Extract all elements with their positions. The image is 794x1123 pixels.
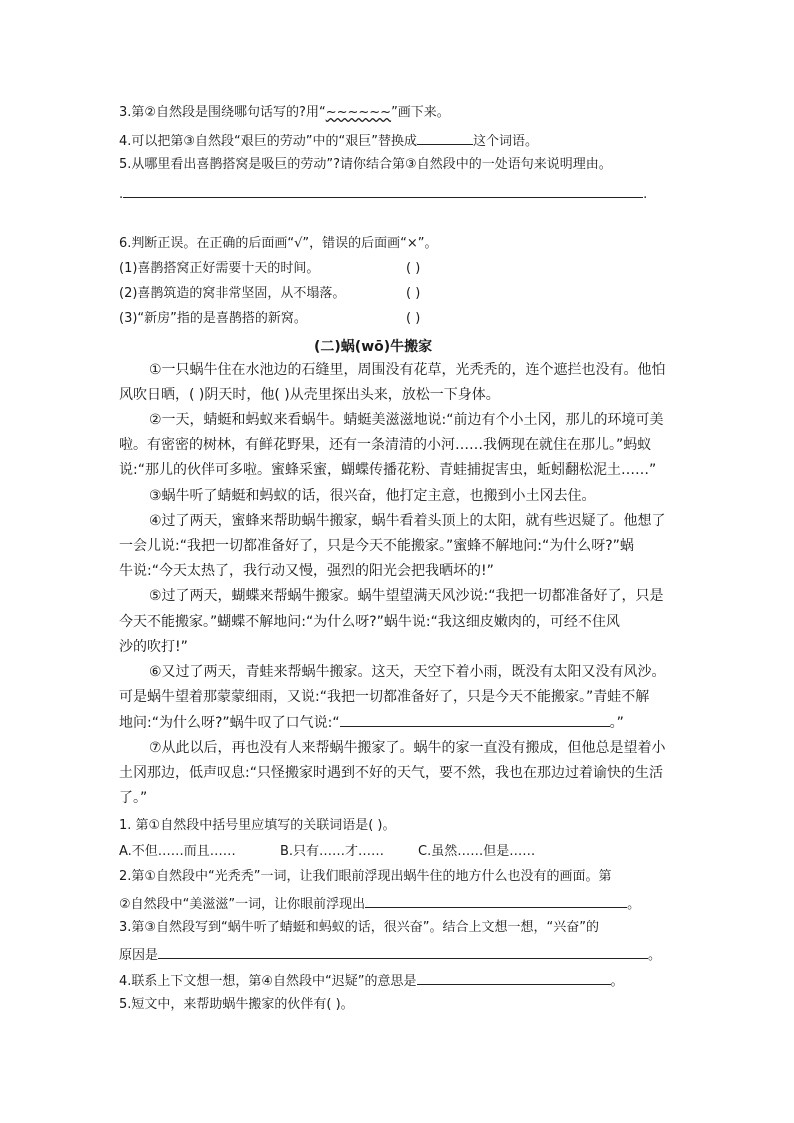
question-5-answer-line [119,184,647,203]
judge-item-3: (3)“新房”指的是喜鹊搭的新窝。 [119,311,307,326]
story-line: 牛说:“今天太热了，我行动又慢，强烈的阳光会把我晒坏的!” [119,563,494,579]
question-4 [119,131,538,150]
story-question-5: 5.短文中，来帮助蜗牛搬家的伙伴有( )。 [119,997,354,1012]
option-c[interactable]: C.虽然……但是…… [418,844,536,859]
story-question-2-line2 [119,894,640,913]
story-line: 可是蜗牛望着那蒙蒙细雨，又说:“我把一切都准备好了，只是今天不能搬家。”青蛙不解 [119,689,650,705]
question-text: 4.联系上下文想一想，第④自然段中“迟疑”的意思是 [119,974,417,989]
answer-blank[interactable] [340,713,610,727]
question-4-tail: 这个词语。 [473,134,539,149]
story-question-3-line2 [119,945,661,964]
judge-item-1: (1)喜鹊搭窝正好需要十天的时间。 [119,261,320,276]
story-line: 说:“那儿的伙伴可多啦。蜜蜂采蜜，蝴蝶传播花粉、青蛙捕捉害虫，蚯蚓翻松泥土……” [119,462,657,478]
story-line: ⑥又过了两天，青蛙来帮蜗牛搬家。这天，天空下着小雨，既没有太阳又没有风沙。 [149,664,666,680]
story-line: ①一只蜗牛住在水池边的石缝里，周围没有花草，光秃秃的，连个遮拦也没有。他怕 [149,362,666,378]
story-line: 土冈那边，低声叹息:“只怪搬家时遇到不好的天气，要不然，我也在那边过着谕快的生活 [119,765,663,781]
story-line-tail: 。” [609,715,624,731]
answer-blank[interactable] [417,131,473,145]
story-question-2: 2.第①自然段中“光秃秃”一词，让我们眼前浮现出蜗牛住的地方什么也没有的画面。第 [119,869,612,884]
question-4-text: 4.可以把第③自然段“艰巨的劳动”中的“艰巨”替换成 [119,134,417,149]
answer-blank[interactable] [158,945,648,959]
question-end: 。 [648,948,662,963]
story-line: ⑦从此以后，再也没有人来帮蜗牛搬家了。蜗牛的家一直没有搬成，但他总是望着小 [149,740,666,756]
story-line: 风吹日晒，( )阴天时，他( )从壳里探出头来，放松一下身体。 [119,387,500,403]
story-line: 了。” [119,790,148,806]
question-3-tail: ”画下来。 [391,105,450,120]
question-6: 6.判断正误。在正确的后面画“√”，错误的后面画“×”。 [119,236,438,251]
story-line-text: 地问:“为什么呀?”蜗牛叹了口气说:“ [119,715,340,731]
question-3 [119,105,450,121]
judge-box-1[interactable]: ( ) [406,261,421,276]
story-title: (二)蜗(wō)牛搬家 [314,339,433,355]
story-line-with-blank [119,713,624,732]
story-line: 一会儿说:“我把一切都准备好了，只是今天不能搬家。”蜜蜂不解地问:“为什么呀?”蜗 [119,538,634,554]
answer-end-dot: . [643,187,648,202]
judge-item-2: (2)喜鹊筑造的窝非常坚固，从不塌落。 [119,286,346,301]
answer-blank[interactable] [123,184,643,198]
story-line: 今天不能搬家。”蝴蝶不解地问:“为什么呀?”蜗牛说:“我这细皮嫩肉的，可经不住风 [119,614,620,630]
story-line: 啦。有密密的树林，有鲜花野果，还有一条清清的小河……我俩现在就住在那儿。”蚂蚁 [119,437,652,453]
wavy-line-mark: ~~~~~~ [325,105,392,120]
answer-blank[interactable] [417,971,611,985]
story-line: ④过了两天，蜜蜂来帮助蜗牛搬家，蜗牛看着头顶上的太阳，就有些迟疑了。他想了 [149,513,666,529]
question-3-text: 3.第②自然段是围绕哪句话写的?用“ [119,105,326,120]
answer-lead-dot: . [119,187,124,202]
story-line: ⑤过了两天，蝴蝶来帮蜗牛搬家。蜗牛望望满天风沙说:“我把一切都准备好了，只是 [149,588,664,604]
story-line: 沙的吹打!” [119,639,188,655]
question-end: 。 [627,897,641,912]
option-b[interactable]: B.只有……才…… [280,844,385,859]
story-line: ③蜗牛听了蜻蜓和蚂蚁的话，很兴奋，他打定主意，也搬到小土冈去住。 [149,488,596,504]
question-text: ②自然段中“美滋滋”一词，让你眼前浮现出 [119,897,366,912]
story-question-1: 1. 第①自然段中括号里应填写的关联词语是( )。 [119,818,396,833]
question-text: 原因是 [119,948,159,963]
question-5: 5.从哪里看出喜鹊搭窝是吸巨的劳动”?请你结合第③自然段中的一处语句来说明理由。 [119,157,612,172]
judge-box-3[interactable]: ( ) [406,311,421,326]
option-a[interactable]: A.不但……而且…… [119,844,236,859]
story-question-4 [119,971,624,990]
story-question-3: 3.第③自然段写到“蜗牛听了蜻蜓和蚂蚁的话，很兴奋”。结合上文想一想，“兴奋”的 [119,920,599,935]
judge-box-2[interactable]: ( ) [406,286,421,301]
answer-blank[interactable] [365,894,627,908]
story-line: ②一天，蜻蜓和蚂蚁来看蜗牛。蜻蜓美滋滋地说:“前边有个小土冈，那儿的环境可美 [149,412,664,428]
question-end: 。 [610,974,624,989]
